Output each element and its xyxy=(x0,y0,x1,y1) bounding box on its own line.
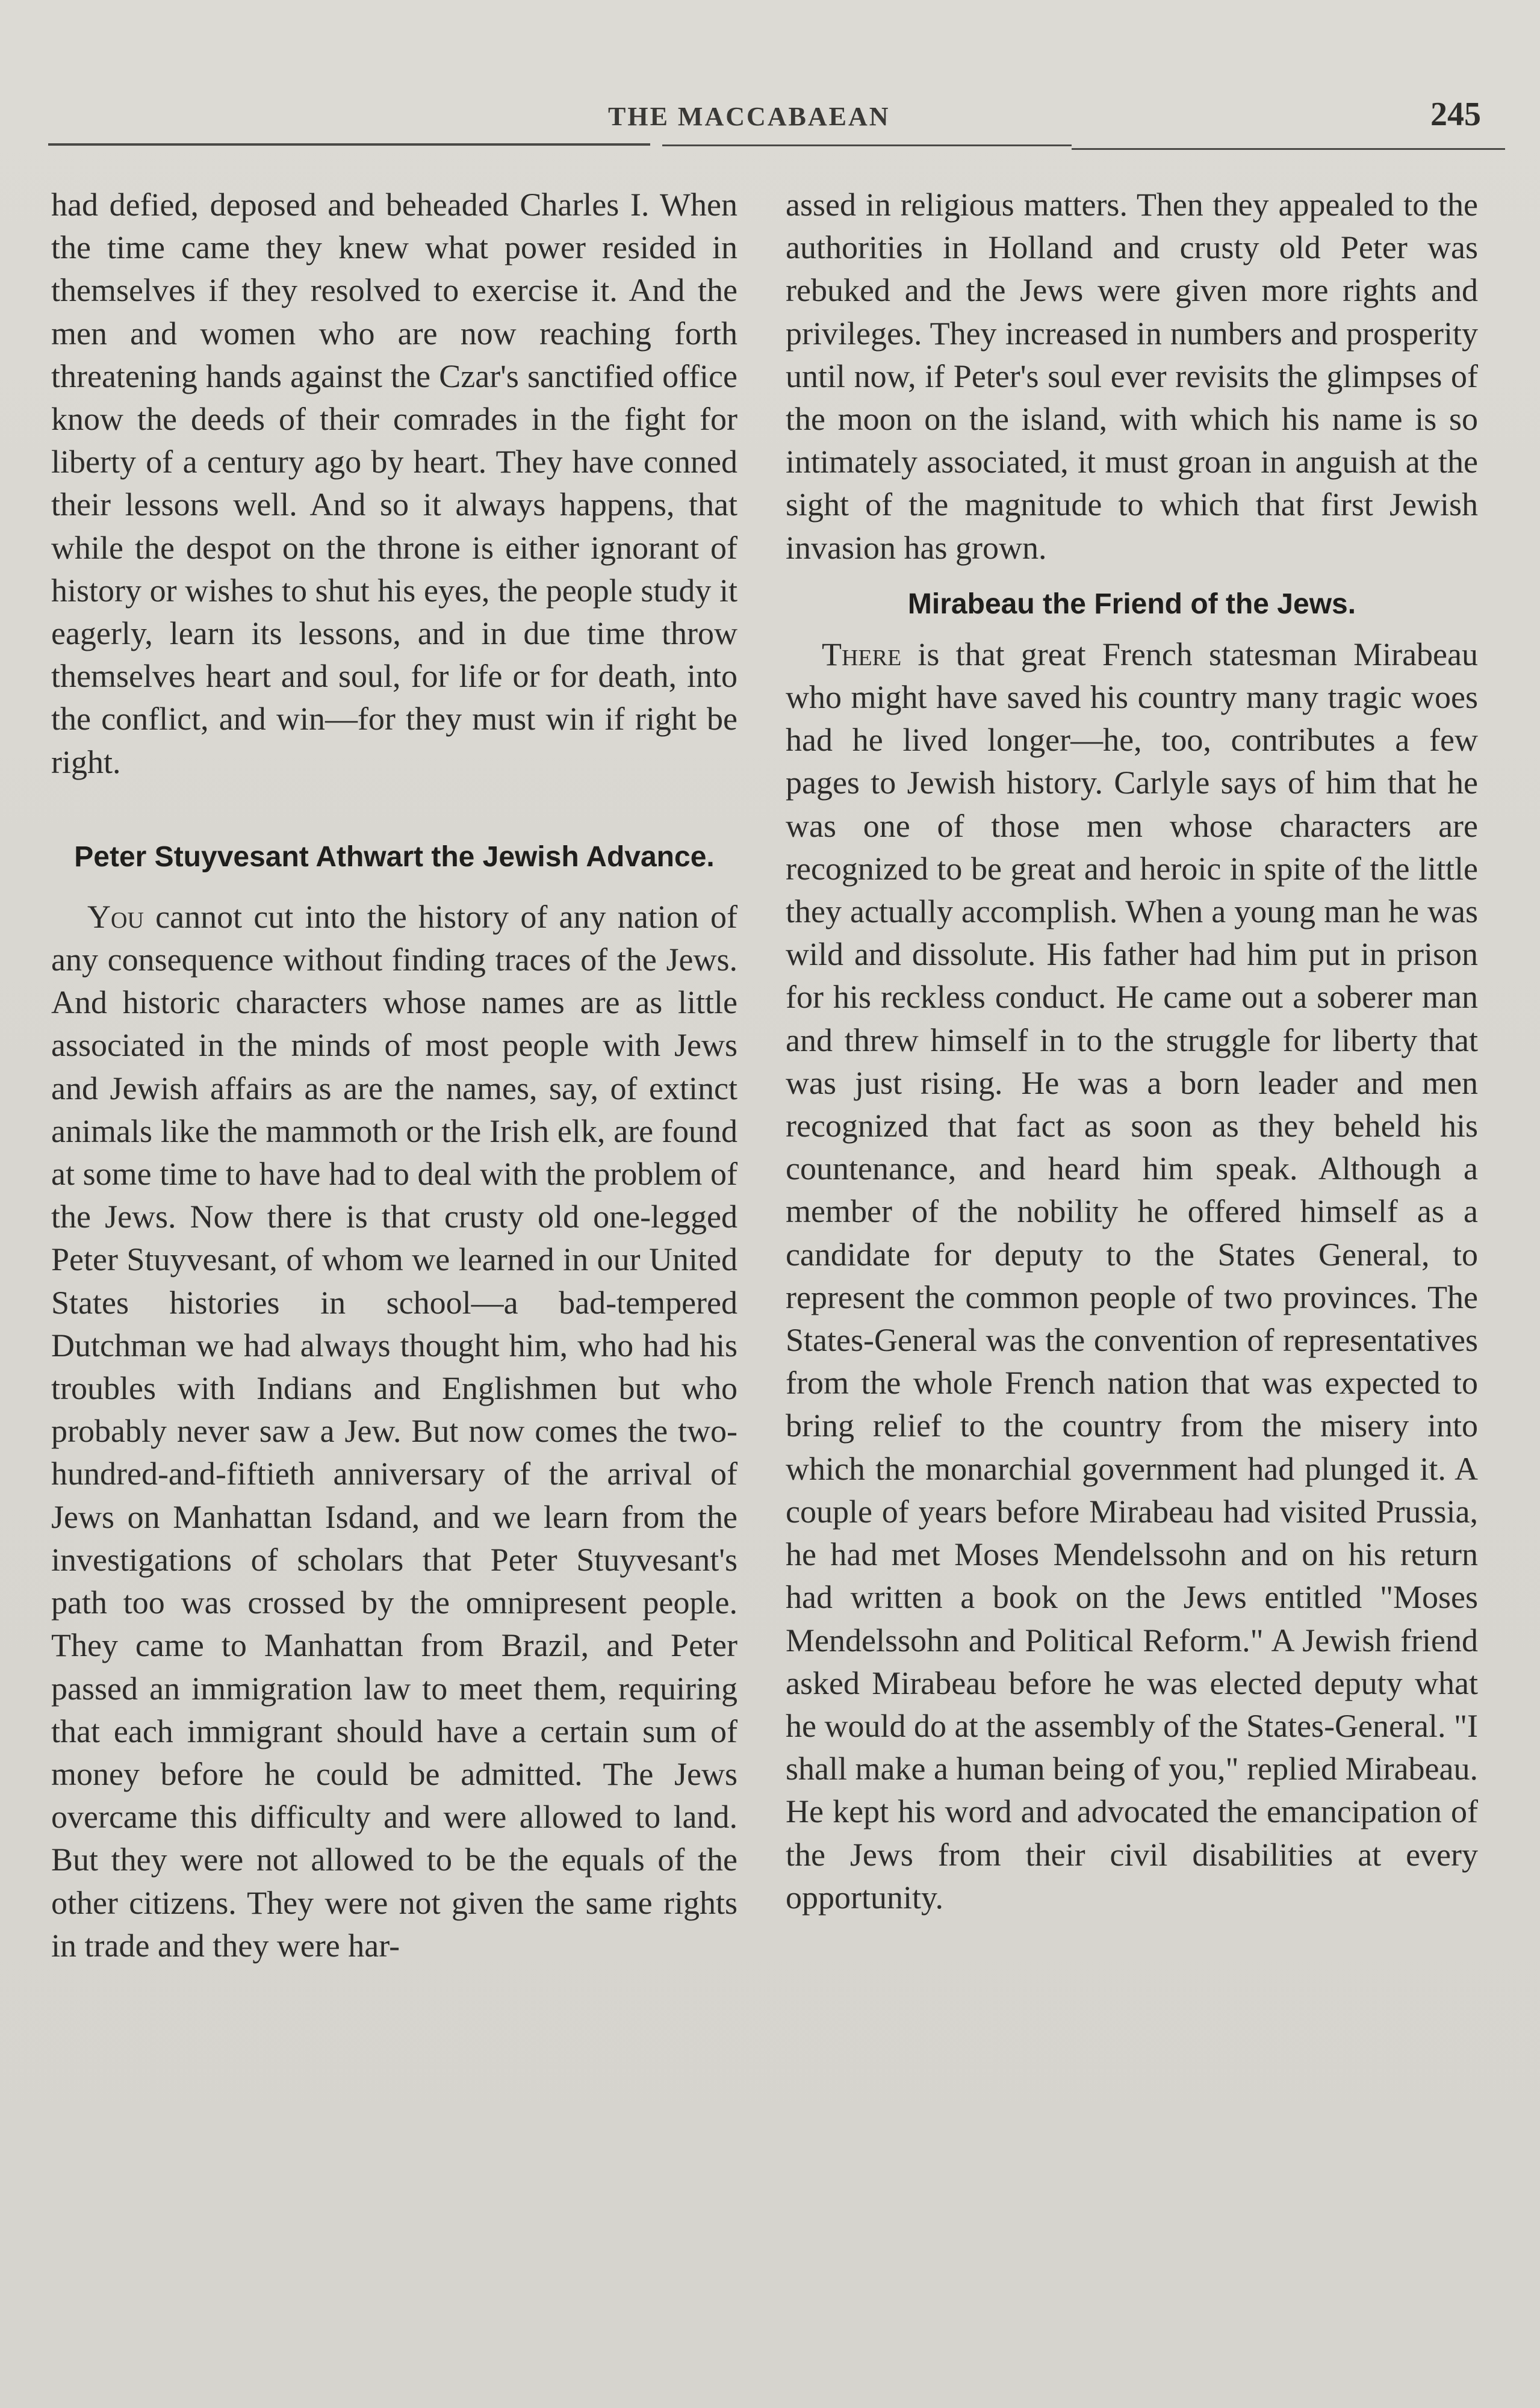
left-column xyxy=(51,184,737,1967)
paragraph-lead-word: You xyxy=(87,898,144,935)
page-number: 245 xyxy=(1430,96,1481,133)
left-paragraph-2 xyxy=(51,896,737,1967)
right-column xyxy=(786,184,1478,1919)
paragraph-body: is that great French statesman Mirabeau who might have saved his country many tragic woes had he lived longer—he, too, contributes a few pages to Jewish history. Carlyle says of him that he was one of those men whose characters are recognized to be great and heroic in spite of the little they actually accomplish. When a young man he was wild and dissolute. His father had him put in prison for his reckless conduct. He came out a soberer man and threw himself in to the struggle for liberty that was just rising. He was a born leader and men recognized that fact as soon as they beheld his countenance, and heard him speak. Although a member of the nobility he offered himself as a candidate for deputy to the States General, to represent the common people of two provinces. The States-General was the convention of representatives from the whole French nation that was expected to bring relief to the country from the misery into which the monarchial government had plunged it. A couple of years before Mirabeau had visited Prussia, he had met Moses Mendelssohn and on his return had written a book on the Jews entitled "Moses Mendelssohn and Political Reform." A Jewish friend asked Mirabeau before he was elected deputy what he would do at the assembly of the States-General. "I shall make a human being of you," replied Mirabeau. He kept his word and advocated the emancipation of the Jews from their civil disabilities at every opportunity. xyxy=(786,636,1478,1916)
right-paragraph-1: assed in religious matters. Then they appealed to the authorities in Holland and crusty old Peter was rebuked and the Jews were given more rights and privileges. They increased in numbers and prosperity until now, if Peter's soul ever revisits the glimpses of the moon on the island, with which his name is so intimately associated, it must groan in anguish at the sight of the magnitude to which that first Jewish invasion has grown. xyxy=(786,187,1478,566)
running-title: THE MACCABAEAN xyxy=(608,102,890,131)
left-paragraph-1: had defied, deposed and beheaded Charles I. When the time came they knew what power resided in themselves if they resolved to exercise it. And the men and women who are now reaching forth threatening hands against the Czar's sanctified office know the deeds of their comrades in the fight for liberty of a century ago by heart. They have conned their lessons well. And so it always happens, that while the despot on the throne is either ignorant of history or wishes to shut his eyes, the people study it eagerly, learn its lessons, and in due time throw themselves heart and soul, for life or for death, into the conflict, and win—for they must win if right be right. xyxy=(51,187,737,780)
header-rule-left xyxy=(48,143,650,146)
paragraph-body: cannot cut into the history of any nation of any consequence without finding traces of the Jews. And historic characters whose names are as little associated in the minds of most people with Jews and Jewish affairs as are the names, say, of extinct animals like the mammoth or the Irish elk, are found at some time to have had to deal with the problem of the Jews. Now there is that crusty old one-legged Peter Stuyvesant, of whom we learned in our United States histories in school—a bad-tempered Dutchman we had always thought him, who had his troubles with Indians and Englishmen but who probably never saw a Jew. But now comes the two-hundred-and-fiftieth anniversary of the arrival of Jews on Manhattan Isdand, and we learn from the investigations of scholars that Peter Stuyvesant's path too was crossed by the omnipresent people. They came to Manhattan from Brazil, and Peter passed an immigration law to meet them, requiring that each immigrant should have a certain sum of money before he could be admitted. The Jews overcame this difficulty and were allowed to land. But they were not allowed to be the equals of the other citizens. They were not given the same rights in trade and they were har- xyxy=(51,898,737,1964)
section-heading-stuyvesant: Peter Stuyvesant Athwart the Jewish Advance. xyxy=(74,840,715,873)
section-heading-mirabeau: Mirabeau the Friend of the Jews. xyxy=(907,588,1356,620)
paragraph-lead-word: There xyxy=(822,636,902,672)
header-rule-middle xyxy=(662,144,1072,146)
header-rule-right xyxy=(1072,148,1505,150)
right-paragraph-2 xyxy=(786,633,1478,1919)
page-header xyxy=(48,90,1493,157)
